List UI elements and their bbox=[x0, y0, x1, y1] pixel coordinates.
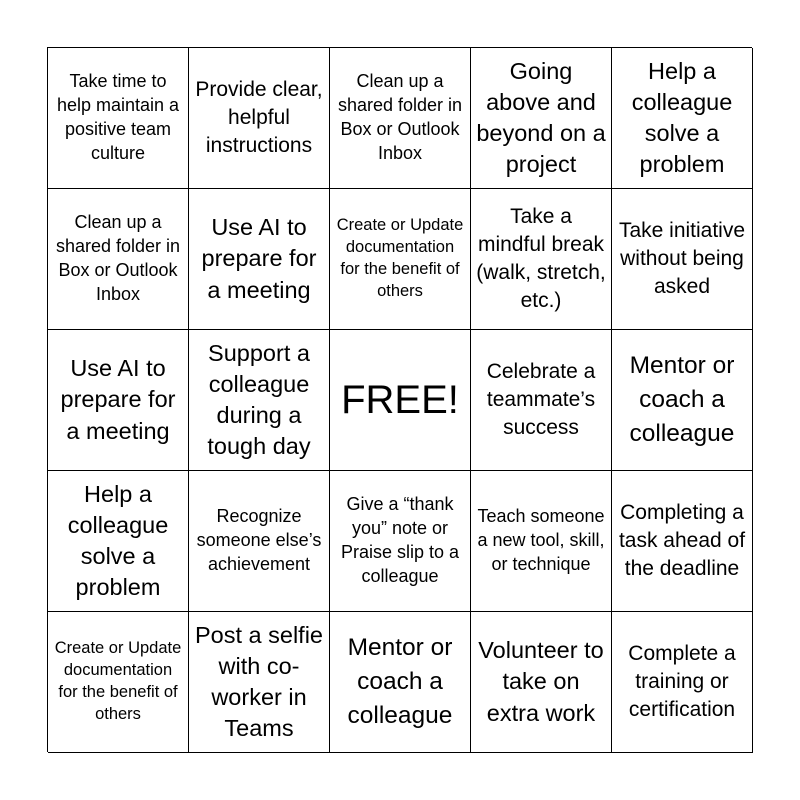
cell-text: Clean up a shared folder in Box or Outlook Inbox bbox=[55, 212, 181, 304]
cell-text: Post a selfie with co-worker in Teams bbox=[194, 621, 323, 742]
cell-text: Volunteer to take on extra work bbox=[478, 637, 604, 726]
bingo-cell-r4-c2[interactable] bbox=[189, 471, 330, 612]
cell-text: Create or Update documentation for the benefit of others bbox=[336, 216, 464, 300]
cell-text: Take initiative without being asked bbox=[618, 219, 746, 298]
cell-text: Complete a training or certification bbox=[628, 642, 736, 721]
cell-text: Going above and beyond on a project bbox=[476, 57, 606, 178]
bingo-cell-r5-c4[interactable] bbox=[471, 612, 612, 753]
bingo-cell-r4-c3[interactable] bbox=[330, 471, 471, 612]
bingo-cell-r2-c1[interactable] bbox=[48, 189, 189, 330]
bingo-cell-r2-c5[interactable] bbox=[612, 189, 753, 330]
bingo-cell-r5-c2[interactable] bbox=[189, 612, 330, 753]
bingo-cell-r4-c4[interactable] bbox=[471, 471, 612, 612]
cell-text: Use AI to prepare for a meeting bbox=[201, 214, 317, 303]
cell-text: Teach someone a new tool, skill, or technique bbox=[477, 506, 605, 574]
bingo-cell-r1-c2[interactable] bbox=[189, 48, 330, 189]
bingo-cell-r1-c1[interactable] bbox=[48, 48, 189, 189]
bingo-cell-r5-c5[interactable] bbox=[612, 612, 753, 753]
cell-text: Take a mindful break (walk, stretch, etc.) bbox=[476, 205, 606, 312]
bingo-cell-r1-c3[interactable] bbox=[330, 48, 471, 189]
bingo-cell-r3-c4[interactable] bbox=[471, 330, 612, 471]
cell-text: Provide clear, helpful instructions bbox=[195, 78, 323, 157]
bingo-cell-r5-c1[interactable] bbox=[48, 612, 189, 753]
bingo-cell-r2-c3[interactable] bbox=[330, 189, 471, 330]
bingo-cell-r4-c5[interactable] bbox=[612, 471, 753, 612]
bingo-cell-r5-c3[interactable] bbox=[330, 612, 471, 753]
cell-text: Mentor or coach a colleague bbox=[629, 352, 735, 447]
cell-text: Take time to help maintain a positive team culture bbox=[56, 71, 180, 163]
bingo-free-space[interactable] bbox=[330, 330, 471, 471]
bingo-cell-r3-c5[interactable] bbox=[612, 330, 753, 471]
bingo-cell-r2-c2[interactable] bbox=[189, 189, 330, 330]
cell-text: Mentor or coach a colleague bbox=[347, 634, 453, 729]
free-text: FREE! bbox=[341, 378, 459, 422]
cell-text: Use AI to prepare for a meeting bbox=[60, 355, 176, 444]
bingo-board bbox=[47, 47, 752, 752]
bingo-cell-r3-c1[interactable] bbox=[48, 330, 189, 471]
bingo-cell-r2-c4[interactable] bbox=[471, 189, 612, 330]
bingo-cell-r1-c4[interactable] bbox=[471, 48, 612, 189]
bingo-cell-r3-c2[interactable] bbox=[189, 330, 330, 471]
bingo-cell-r4-c1[interactable] bbox=[48, 471, 189, 612]
cell-text: Recognize someone else’s achievement bbox=[196, 506, 322, 574]
bingo-cell-r1-c5[interactable] bbox=[612, 48, 753, 189]
cell-text: Give a “thank you” note or Praise slip to a colleague bbox=[340, 494, 460, 586]
cell-text: Completing a task ahead of the deadline bbox=[618, 501, 746, 580]
cell-text: Help a colleague solve a problem bbox=[631, 57, 733, 178]
cell-text: Support a colleague during a tough day bbox=[207, 339, 311, 460]
cell-text: Help a colleague solve a problem bbox=[67, 480, 169, 601]
cell-text: Clean up a shared folder in Box or Outlook Inbox bbox=[337, 71, 463, 163]
cell-text: Celebrate a teammate’s success bbox=[486, 360, 596, 439]
cell-text: Create or Update documentation for the benefit of others bbox=[54, 639, 182, 723]
